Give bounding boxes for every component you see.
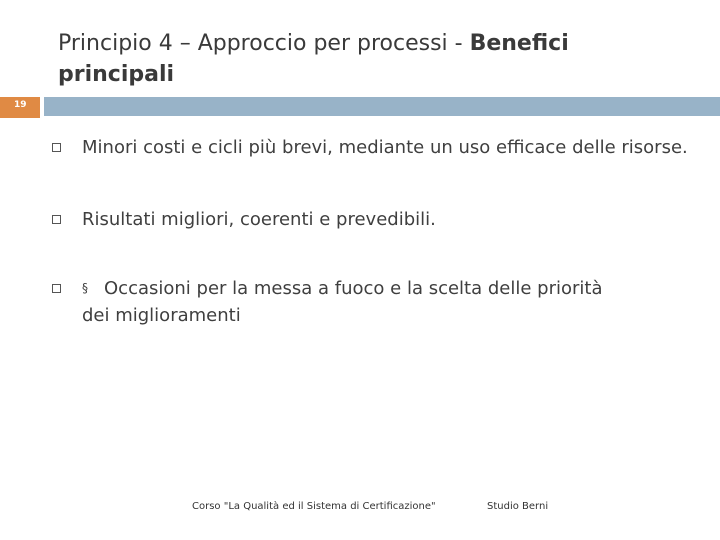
bullet-item — [52, 206, 692, 233]
bullet-text: Risultati migliori, coerenti e prevedibili. — [82, 209, 436, 230]
square-bullet-icon — [52, 284, 61, 293]
slide-number: 19 — [14, 100, 27, 110]
slide-number-box — [0, 97, 40, 118]
slide-title — [58, 28, 658, 90]
title-rule — [44, 97, 720, 116]
bullet-text: Minori costi e cicli più brevi, mediante un uso efficace delle risorse. — [82, 137, 688, 158]
footer-course: Corso "La Qualità ed il Sistema di Certificazione" — [192, 501, 436, 512]
square-bullet-icon — [52, 215, 61, 224]
slide-title-main: Principio 4 – Approccio per processi - — [58, 31, 470, 56]
bullet-item — [52, 134, 692, 161]
slide-title-bold: Benefici principali — [58, 31, 569, 87]
footer-author: Studio Berni — [487, 501, 549, 512]
section-sign-marker: § — [82, 281, 88, 295]
bullet-text-line-2: dei miglioramenti — [82, 305, 241, 326]
square-bullet-icon — [52, 143, 61, 152]
bullet-text-line-1: Occasioni per la messa a fuoco e la scelta delle priorità — [104, 278, 603, 299]
bullet-item — [52, 275, 692, 329]
bullet-list — [52, 134, 692, 329]
